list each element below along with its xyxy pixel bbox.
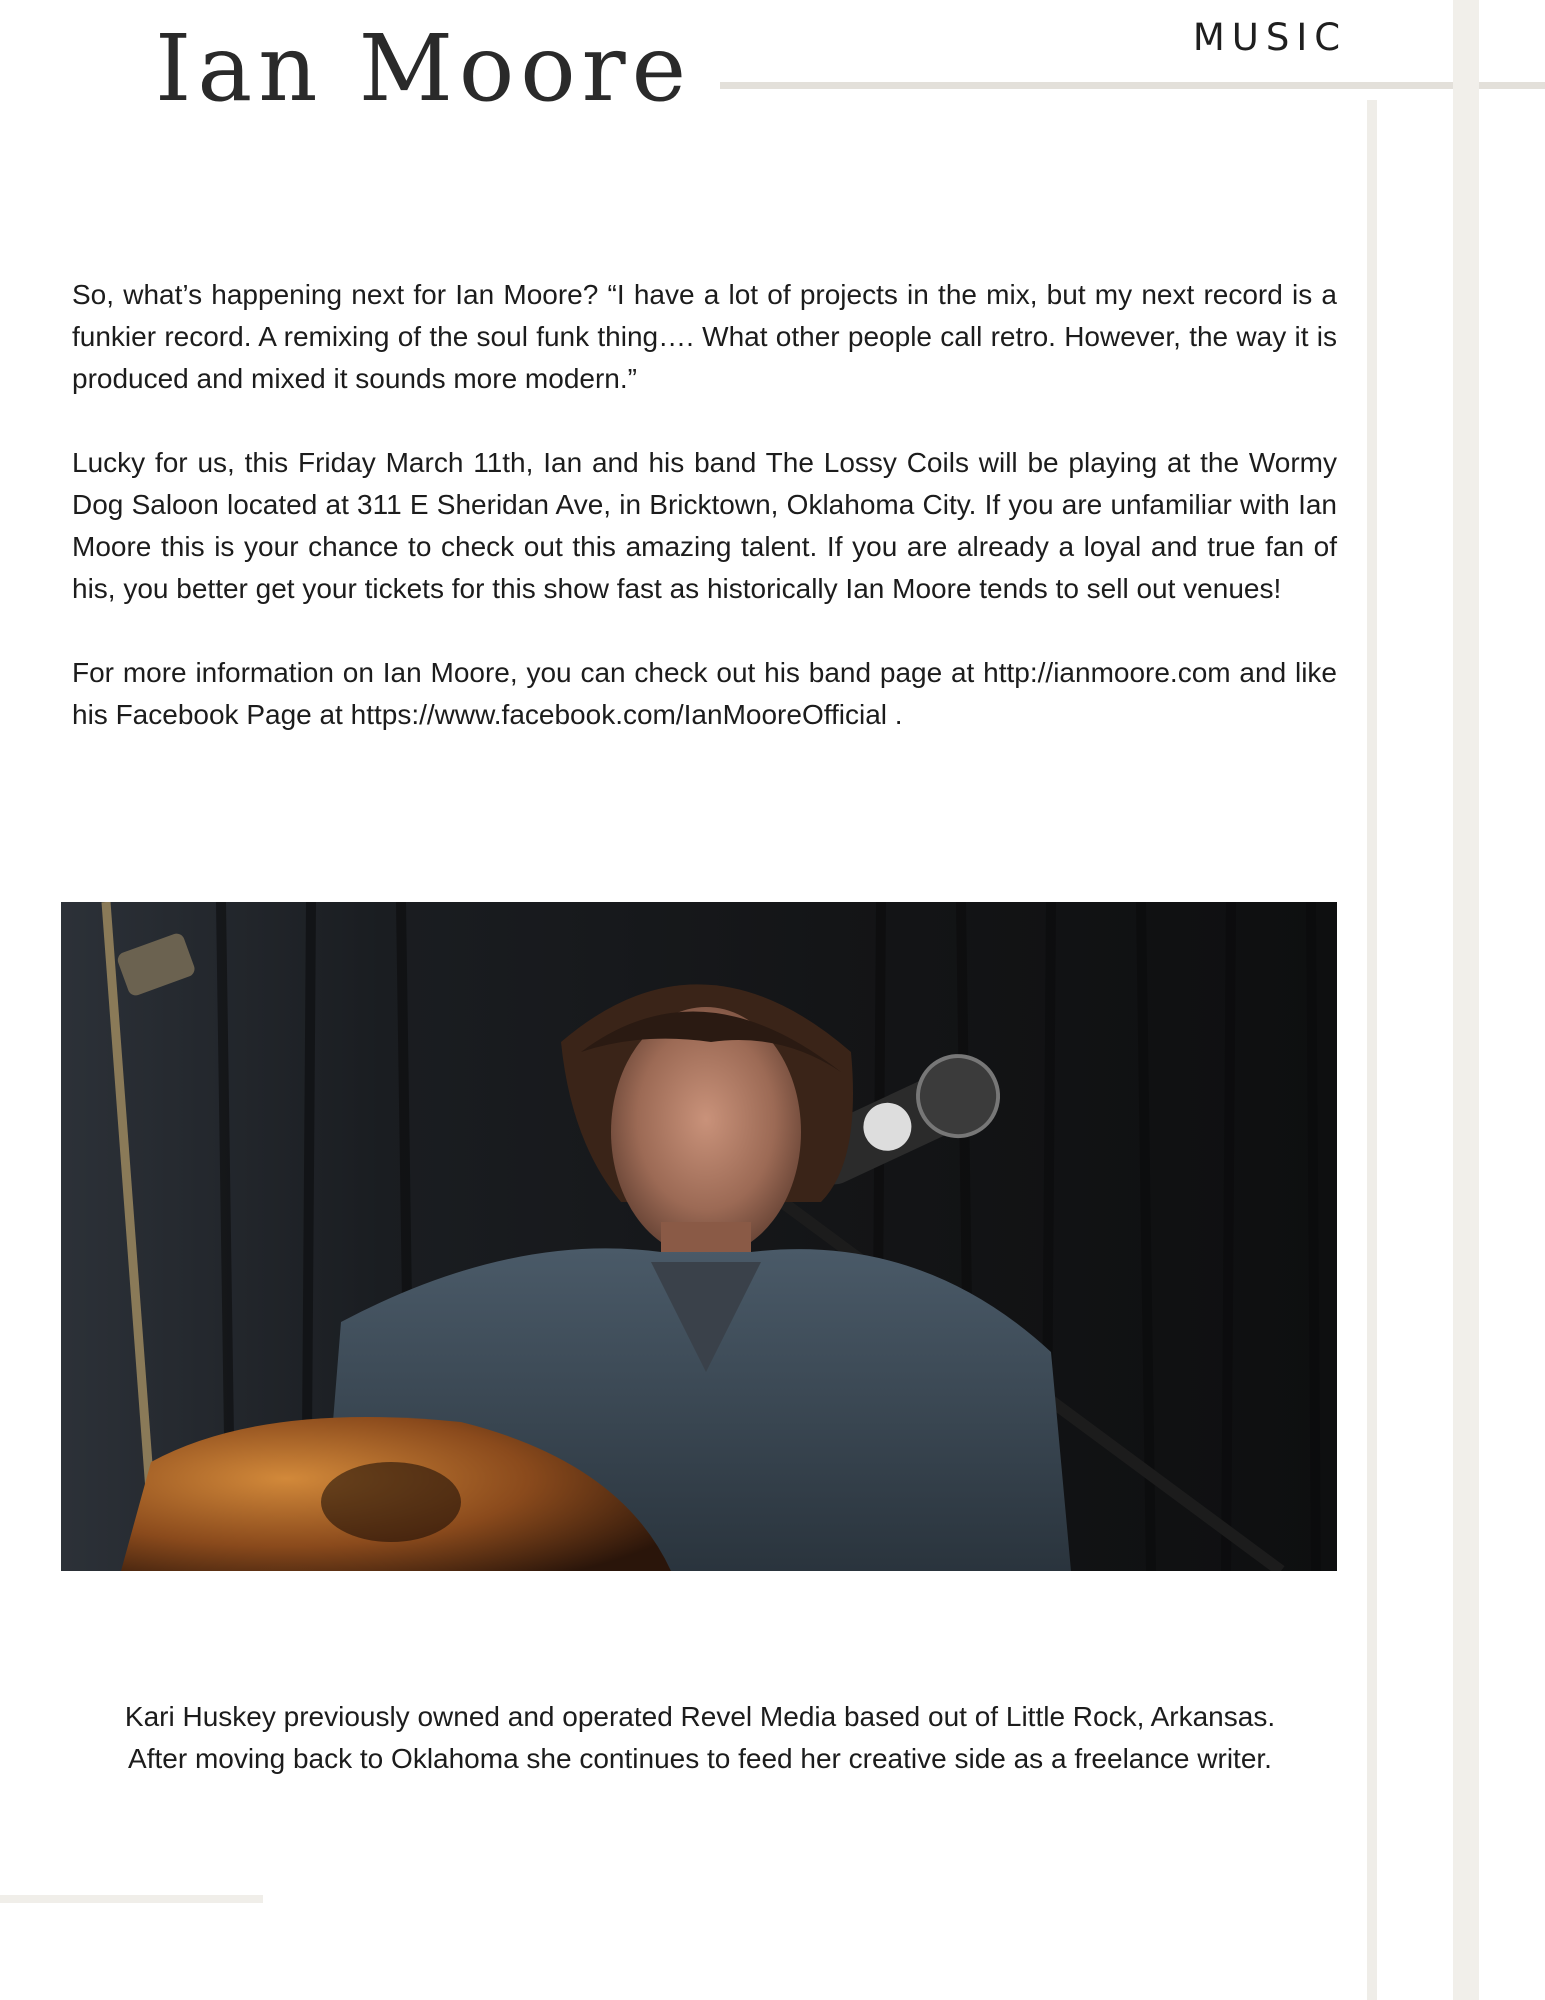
author-bio-line: After moving back to Oklahoma she continues to feed her creative side as a freelance writer. xyxy=(128,1743,1272,1774)
page-title: Ian Moore xyxy=(155,15,693,122)
article-body xyxy=(72,274,1337,778)
author-bio xyxy=(60,1696,1340,1780)
article-paragraph: For more information on Ian Moore, you can check out his band page at http://ianmoore.com and like his Facebook Page at https://www.facebook.com/IanMooreOfficial . xyxy=(72,657,1337,730)
artist-photo xyxy=(61,902,1337,1571)
article-paragraph: So, what’s happening next for Ian Moore? “I have a lot of projects in the mix, but my next record is a funkier record. A remixing of the soul funk thing…. What other people call retro. However, the way it is produced and mixed it sounds more modern.” xyxy=(72,279,1337,394)
margin-bar-outer xyxy=(1453,0,1479,2000)
header-divider xyxy=(720,82,1545,89)
author-bio-line: Kari Huskey previously owned and operated Revel Media based out of Little Rock, Arkansas. xyxy=(124,1701,1276,1732)
margin-bar-inner xyxy=(1367,100,1377,2000)
section-label: MUSIC xyxy=(1192,16,1348,59)
footer-divider xyxy=(0,1895,263,1903)
article-paragraph: Lucky for us, this Friday March 11th, Ian and his band The Lossy Coils will be playing at the Wormy Dog Saloon located at 311 E Sheridan Ave, in Bricktown, Oklahoma City. If you are unfamiliar with Ian Moore this is your chance to check out this amazing talent. If you are already a loyal and true fan of his, you better get your tickets for this show fast as historically Ian Moore tends to sell out venues! xyxy=(72,447,1337,604)
